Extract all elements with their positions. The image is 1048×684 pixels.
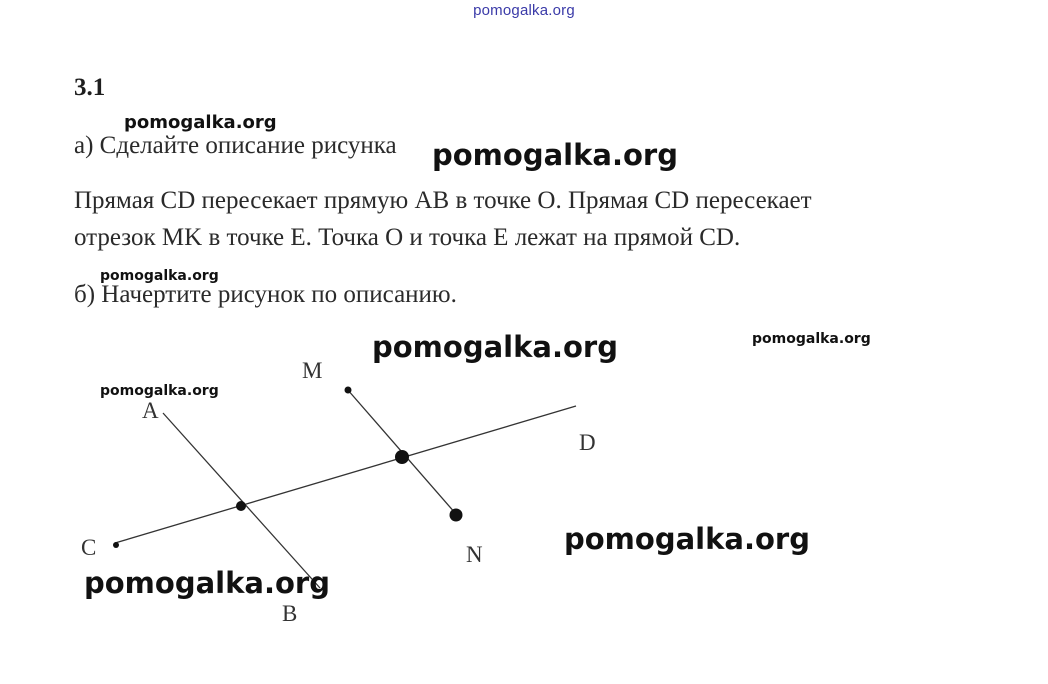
line-cd	[115, 406, 576, 543]
point-o-dot	[236, 501, 246, 511]
description-line-1: Прямая CD пересекает прямую AB в точке O. Прямая CD пересекает	[74, 187, 812, 214]
watermark: pomogalka.org	[564, 522, 810, 556]
label-m: M	[302, 358, 323, 383]
point-c-dot	[113, 542, 119, 548]
watermark: pomogalka.org	[100, 383, 219, 399]
watermark: pomogalka.org	[752, 331, 871, 347]
part-b-prompt: б) Начертите рисунок по описанию.	[74, 281, 457, 308]
task-number: 3.1	[74, 74, 106, 101]
label-b: B	[282, 601, 298, 626]
label-c: C	[81, 535, 97, 560]
point-m-dot	[345, 387, 352, 394]
site-header-link[interactable]: pomogalka.org	[473, 2, 575, 19]
watermark: pomogalka.org	[432, 138, 678, 172]
watermark: pomogalka.org	[372, 330, 618, 364]
part-a-prompt: а) Сделайте описание рисунка	[74, 132, 397, 159]
watermark: pomogalka.org	[84, 566, 330, 600]
line-ab	[163, 413, 320, 588]
description-line-2: отрезок MK в точке E. Точка O и точка E лежат на прямой CD.	[74, 224, 741, 251]
watermark: pomogalka.org	[124, 112, 277, 133]
label-a: A	[142, 398, 159, 423]
label-d: D	[579, 430, 596, 455]
point-n-dot	[450, 509, 463, 522]
point-e-dot	[395, 450, 409, 464]
label-n: N	[466, 542, 483, 567]
watermark: pomogalka.org	[100, 268, 219, 284]
